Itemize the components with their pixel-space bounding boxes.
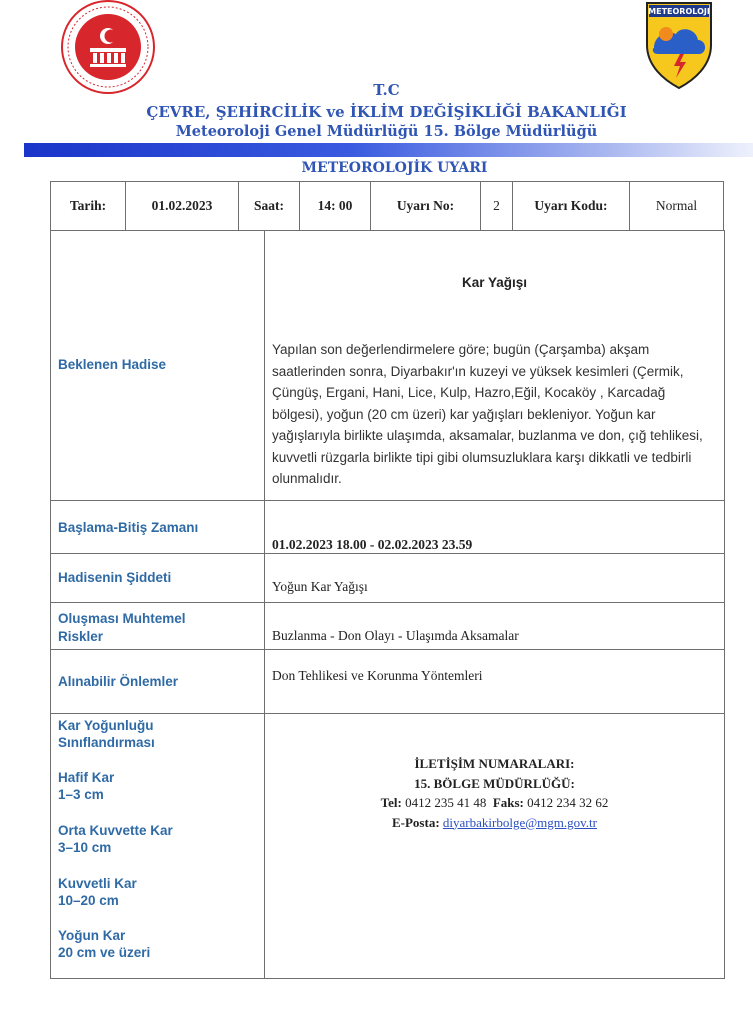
meteorology-shield-logo xyxy=(644,0,714,90)
class-range: 10–20 cm xyxy=(58,893,119,908)
contact-title: İLETİŞİM NUMARALARI: xyxy=(414,756,575,771)
class-range: 20 cm ve üzeri xyxy=(58,945,151,960)
logo-lettering: METEOROLOJI xyxy=(648,7,710,16)
contact-email xyxy=(265,813,724,833)
classification-title-line2: Sınıflandırması xyxy=(58,735,155,750)
header-ministry: ÇEVRE, ŞEHİRCİLİK ve İKLİM DEĞİŞİKLİĞİ BAKANLIĞI xyxy=(146,103,627,121)
period-label: Başlama-Bitiş Zamanı xyxy=(58,520,199,535)
classification-row xyxy=(51,713,724,979)
measures-row xyxy=(51,649,724,714)
date-value: 01.02.2023 xyxy=(126,182,239,231)
warning-title: METEOROLOJİK UYARI xyxy=(301,160,488,176)
period-value: 01.02.2023 18.00 - 02.02.2023 23.59 xyxy=(272,537,473,552)
email-link[interactable]: diyarbakirbolge@mgm.gov.tr xyxy=(442,814,598,830)
fax-label: Faks: xyxy=(492,795,524,810)
header-directorate: Meteoroloji Genel Müdürlüğü 15. Bölge Müdürlüğü xyxy=(175,123,598,140)
contact-phones xyxy=(265,793,724,813)
hazard-label: Beklenen Hadise xyxy=(58,357,167,372)
email-label: E-Posta: xyxy=(391,814,440,830)
warning-code-value: Normal xyxy=(630,182,724,231)
contact-info xyxy=(265,754,724,832)
tel-label: Tel: xyxy=(380,795,402,810)
tel-value: 0412 235 41 48 xyxy=(405,795,487,810)
document-header xyxy=(0,80,753,142)
time-value: 14: 00 xyxy=(300,182,371,231)
risks-label-line1: Oluşması Muhtemel xyxy=(58,611,186,626)
class-name: Orta Kuvvette Kar xyxy=(58,823,173,838)
risks-value: Buzlanma - Don Olayı - Ulaşımda Aksamalar xyxy=(272,628,519,643)
severity-label: Hadisenin Şiddeti xyxy=(58,570,172,585)
class-range: 1–3 cm xyxy=(58,787,104,802)
header-divider-bar xyxy=(24,143,753,157)
header-tc: T.C xyxy=(373,81,400,99)
class-name: Kuvvetli Kar xyxy=(58,876,137,891)
class-name: Yoğun Kar xyxy=(58,928,126,943)
measures-value: Don Tehlikesi ve Korunma Yöntemleri xyxy=(272,668,483,683)
hazard-title: Kar Yağışı xyxy=(461,275,528,290)
fax-value: 0412 234 32 62 xyxy=(527,795,609,810)
risks-label-line2: Riskler xyxy=(58,629,104,644)
class-name: Hafif Kar xyxy=(58,770,115,785)
classification-title-line1: Kar Yoğunluğu xyxy=(58,718,154,733)
hazard-description: Yapılan son değerlendirmelere göre; bugün (Çarşamba) akşam saatlerinden sonra, Diyarbakır'ın kuzeyi ve yüksek kesimleri (Çermik, Çüngüş, Ergani, Hani, Lice, Kulp, Hazro,Eğil, Kocaköy , Karcadağ bölgesi), yoğun (20 cm üzeri) kar yağışları bekleniyor. Yoğun kar yağışlarıyla birlikte ulaşımda, aksamalar, buzlanma ve don, çığ tehlikesi, kuvvetli rüzgarla birlikte tipi gibi olumsuzluklara karşı dikkatli ve tedbirli olunmalıdır. xyxy=(272,342,703,486)
warning-info-table xyxy=(50,181,724,231)
class-item-strong xyxy=(58,875,137,909)
severity-row xyxy=(51,553,724,603)
class-item-light xyxy=(58,769,114,803)
classification-title xyxy=(58,717,155,751)
warning-code-label: Uyarı Kodu: xyxy=(513,182,630,231)
contact-office: 15. BÖLGE MÜDÜRLÜĞÜ: xyxy=(414,775,575,791)
hazard-row xyxy=(51,230,724,501)
class-item-heavy xyxy=(58,927,150,961)
severity-value: Yoğun Kar Yağışı xyxy=(272,579,368,594)
class-item-moderate xyxy=(58,822,173,856)
date-label: Tarih: xyxy=(51,182,126,231)
class-range: 3–10 cm xyxy=(58,840,112,855)
risks-row xyxy=(51,602,724,650)
measures-label: Alınabilir Önlemler xyxy=(58,674,179,689)
time-label: Saat: xyxy=(239,182,300,231)
warning-detail-table xyxy=(50,230,725,979)
warning-no-label: Uyarı No: xyxy=(371,182,481,231)
warning-no-value: 2 xyxy=(481,182,513,231)
period-row xyxy=(51,500,724,554)
